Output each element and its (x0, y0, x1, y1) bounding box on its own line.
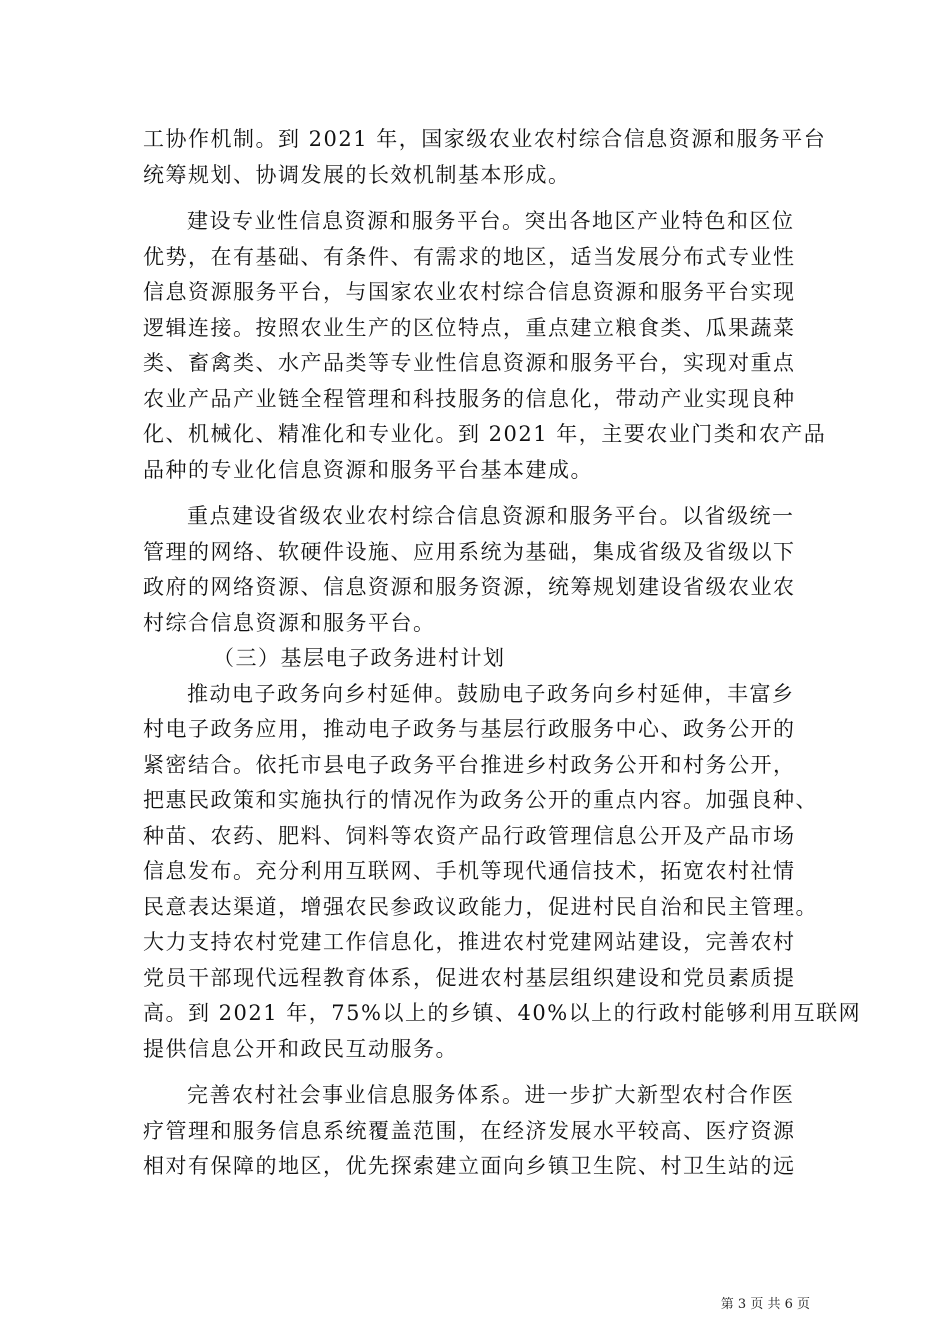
text-line: 农业产品产业链全程管理和科技服务的信息化，带动产业实现良种 (143, 386, 796, 411)
paragraph-gap (143, 193, 809, 204)
paragraph-gap (143, 1067, 809, 1078)
text-line: 信息发布。充分利用互联网、手机等现代通信技术，拓宽农村社情 (143, 859, 796, 883)
text-line: 村综合信息资源和服务平台。 (143, 610, 436, 635)
text-line: 化、机械化、精准化和专业化。到 2021 年，主要农业门类和农产品 (143, 422, 827, 446)
text-line: 信息资源服务平台，与国家农业农村综合信息资源和服务平台实现 (143, 280, 796, 304)
text-line: 村电子政务应用，推动电子政务与基层行政服务中心、政务公开的 (143, 717, 796, 741)
text-line: 疗管理和服务信息系统覆盖范围，在经济发展水平较高、医疗资源 (143, 1118, 796, 1143)
text-line: 大力支持农村党建工作信息化，推进农村党建网站建设，完善农村 (143, 930, 796, 954)
text-line: 种苗、农药、肥料、饲料等农资产品行政管理信息公开及产品市场 (143, 823, 796, 848)
text-line: 高。到 2021 年，75%以上的乡镇、40%以上的行政村能够利用互联网 (143, 1001, 862, 1025)
section-heading: （三）基层电子政务进村计划 (213, 646, 506, 670)
text-line: 品种的专业化信息资源和服务平台基本建成。 (143, 457, 593, 482)
page-number: 第 3 页 共 6 页 (720, 1297, 810, 1312)
body-text (143, 122, 862, 1185)
text-line: 推动电子政务向乡村延伸。鼓励电子政务向乡村延伸，丰富乡 (187, 681, 795, 706)
text-line: 统筹规划、协调发展的长效机制基本形成。 (143, 162, 571, 187)
text-line: 紧密结合。依托市县电子政务平台推进乡村政务公开和村务公开， (143, 752, 796, 777)
text-line: 类、畜禽类、水产品类等专业性信息资源和服务平台，实现对重点 (143, 351, 796, 375)
paragraph-gap (143, 488, 809, 499)
text-line: 建设专业性信息资源和服务平台。突出各地区产业特色和区位 (187, 209, 795, 233)
text-line: 党员干部现代远程教育体系，促进农村基层组织建设和党员素质提 (143, 965, 796, 990)
text-line: 重点建设省级农业农村综合信息资源和服务平台。以省级统一 (187, 504, 795, 528)
text-line: 政府的网络资源、信息资源和服务资源，统筹规划建设省级农业农 (143, 575, 796, 599)
text-line: 完善农村社会事业信息服务体系。进一步扩大新型农村合作医 (187, 1083, 795, 1107)
text-line: 工协作机制。到 2021 年，国家级农业农村综合信息资源和服务平台 (143, 127, 827, 151)
text-line: 相对有保障的地区，优先探索建立面向乡镇卫生院、村卫生站的远 (143, 1154, 796, 1178)
text-line: 管理的网络、软硬件设施、应用系统为基础，集成省级及省级以下 (143, 539, 796, 564)
text-line: 优势，在有基础、有条件、有需求的地区，适当发展分布式专业性 (143, 244, 796, 269)
text-line: 逻辑连接。按照农业生产的区位特点，重点建立粮食类、瓜果蔬菜 (143, 315, 796, 340)
text-line: 把惠民政策和实施执行的情况作为政务公开的重点内容。加强良种、 (143, 788, 818, 812)
text-line: 提供信息公开和政民互动服务。 (143, 1036, 458, 1061)
text-line: 民意表达渠道，增强农民参政议政能力，促进村民自治和民主管理。 (143, 894, 818, 919)
